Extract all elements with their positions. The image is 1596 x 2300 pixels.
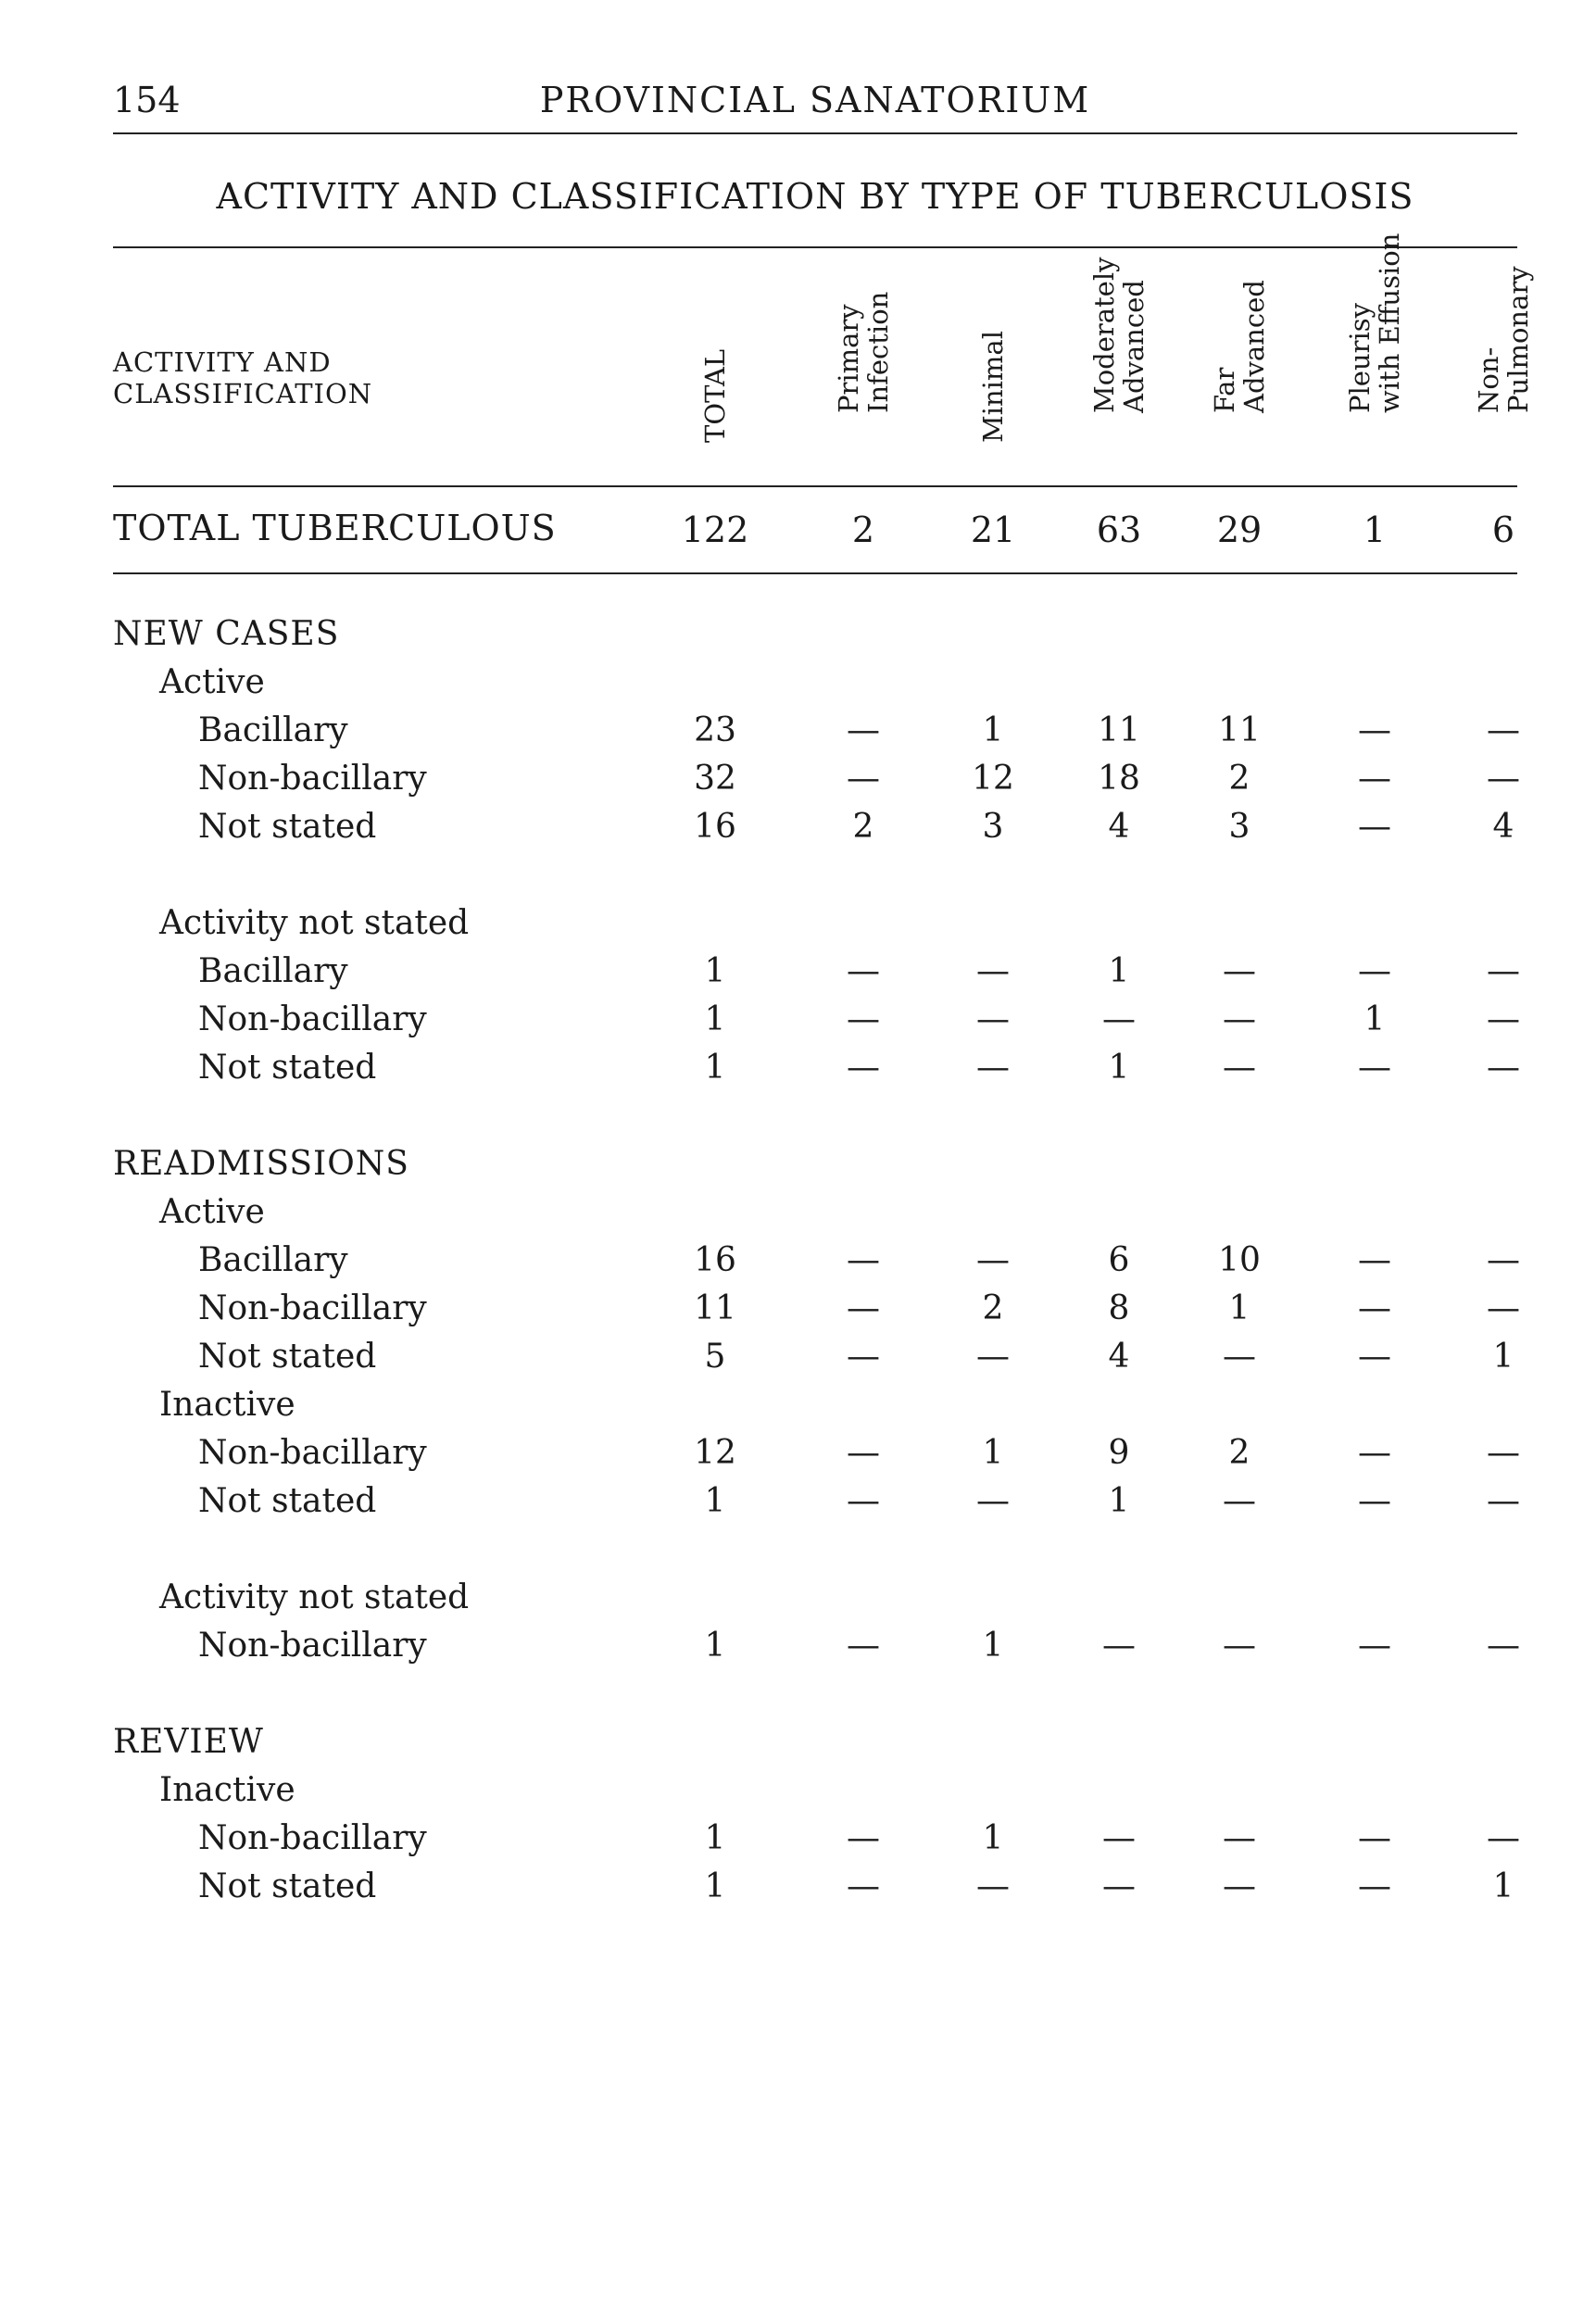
section-heading: READMISSIONS <box>113 1145 409 1183</box>
row-label: Non-bacillary <box>198 1434 427 1472</box>
column-header-line: Far <box>1209 367 1240 413</box>
table-cell: 1 <box>982 711 1004 749</box>
table-cell: — <box>976 1241 1010 1279</box>
row-label: Not stated <box>198 1482 377 1520</box>
table-cell: — <box>847 1434 880 1472</box>
stub-header <box>113 346 372 409</box>
table-cell: — <box>1358 1338 1391 1376</box>
table-cell: 8 <box>1108 1289 1130 1327</box>
row-label: Non-bacillary <box>198 1000 427 1038</box>
row-label: Bacillary <box>198 952 348 990</box>
header-bottom-rule <box>113 485 1517 487</box>
row-label: Non-bacillary <box>198 760 427 798</box>
table-cell: — <box>1223 1049 1256 1087</box>
table-top-rule <box>113 246 1517 248</box>
table-cell: 2 <box>852 808 874 846</box>
total-cell: 29 <box>1216 509 1263 550</box>
table-cell: — <box>847 760 880 798</box>
table-cell: — <box>847 1338 880 1376</box>
row-label: Bacillary <box>198 711 348 749</box>
subsection-heading: Inactive <box>159 1771 295 1809</box>
total-row-label: TOTAL TUBERCULOUS <box>113 508 557 548</box>
table-cell: — <box>1358 1627 1391 1665</box>
table-cell: — <box>976 1000 1010 1038</box>
total-cell: 6 <box>1491 509 1515 550</box>
page-header <box>113 80 1517 128</box>
header-rule <box>113 132 1517 134</box>
total-row <box>113 508 1517 550</box>
table-cell: 2 <box>1228 1434 1250 1472</box>
table-cell: — <box>1102 1867 1136 1905</box>
table-cell: — <box>1487 1000 1520 1038</box>
table-cell: — <box>976 1049 1010 1087</box>
table-cell: — <box>1358 711 1391 749</box>
stub-header-line: ACTIVITY AND <box>113 346 332 378</box>
table-cell: 2 <box>982 1289 1004 1327</box>
table-cell: — <box>1358 1819 1391 1857</box>
table-cell: 32 <box>694 760 736 798</box>
table-cell: — <box>847 952 880 990</box>
table-cell: — <box>847 1819 880 1857</box>
column-header-text <box>700 349 730 443</box>
table-cell: — <box>976 1867 1010 1905</box>
table-cell: 1 <box>1108 1049 1130 1087</box>
subsection-heading: Inactive <box>159 1386 295 1424</box>
column-header-text <box>1474 266 1533 413</box>
table-cell: — <box>847 1241 880 1279</box>
row-label: Not stated <box>198 1049 377 1087</box>
table-cell: 4 <box>1108 808 1130 846</box>
table-cell: — <box>1102 1000 1136 1038</box>
running-title: PROVINCIAL SANATORIUM <box>539 80 1091 120</box>
subsection-heading: Activity not stated <box>159 904 470 942</box>
table-cell: — <box>847 1000 880 1038</box>
table-cell: 1 <box>704 1482 726 1520</box>
table-cell: 10 <box>1218 1241 1261 1279</box>
row-label: Not stated <box>198 1867 377 1905</box>
section-heading: NEW CASES <box>113 615 340 653</box>
table-cell: — <box>1223 1482 1256 1520</box>
row-label: Bacillary <box>198 1241 348 1279</box>
table-cell: 3 <box>982 808 1004 846</box>
table-cell: 3 <box>1228 808 1250 846</box>
table-cell: — <box>1223 1627 1256 1665</box>
subsection-heading: Active <box>159 1193 265 1231</box>
table-cell: — <box>1358 1434 1391 1472</box>
stub-header-line: CLASSIFICATION <box>113 378 373 409</box>
table-cell: — <box>1487 1819 1520 1857</box>
table-title: ACTIVITY AND CLASSIFICATION BY TYPE OF TUBERCULOSIS <box>216 176 1414 217</box>
table-cell: 1 <box>704 1049 726 1087</box>
table-cell: — <box>1487 1049 1520 1087</box>
table-cell: 18 <box>1098 760 1140 798</box>
column-header-line: Minimal <box>977 331 1009 443</box>
table-cell: — <box>1223 1000 1256 1038</box>
table-cell: 1 <box>704 1627 726 1665</box>
subsection-heading: Activity not stated <box>159 1578 470 1616</box>
table-cell: 1 <box>704 1000 726 1038</box>
table-cell: 1 <box>1492 1867 1514 1905</box>
column-header-line: Non- <box>1473 346 1504 413</box>
column-header-text <box>1089 257 1149 413</box>
total-cell: 63 <box>1096 509 1142 550</box>
table-cell: — <box>1358 1049 1391 1087</box>
row-label: Non-bacillary <box>198 1289 427 1327</box>
column-header-text <box>1210 280 1269 413</box>
total-cell: 122 <box>681 509 749 550</box>
table-cell: 12 <box>694 1434 736 1472</box>
total-cell: 21 <box>970 509 1016 550</box>
column-header-line: Advanced <box>1118 280 1150 413</box>
table-cell: 16 <box>694 1241 736 1279</box>
table-cell: 12 <box>972 760 1014 798</box>
table-cell: — <box>1358 952 1391 990</box>
column-header-line: Moderately <box>1088 257 1120 413</box>
table-cell: 1 <box>704 952 726 990</box>
table-cell: — <box>1358 1867 1391 1905</box>
table-cell: 23 <box>694 711 736 749</box>
table-cell: — <box>1102 1627 1136 1665</box>
total-cell: 2 <box>851 509 875 550</box>
table-cell: — <box>1487 1482 1520 1520</box>
table-cell: — <box>1358 1482 1391 1520</box>
row-label: Non-bacillary <box>198 1627 427 1665</box>
total-cell: 1 <box>1363 509 1387 550</box>
table-cell: 1 <box>982 1627 1004 1665</box>
column-header-line: Pleurisy <box>1344 302 1376 413</box>
column-header-line: Primary <box>833 304 864 413</box>
page-number: 154 <box>113 80 181 120</box>
table-cell: 4 <box>1108 1338 1130 1376</box>
row-label: Not stated <box>198 1338 377 1376</box>
table-cell: — <box>976 952 1010 990</box>
table-cell: 4 <box>1492 808 1514 846</box>
column-header-text <box>1345 233 1404 413</box>
table-cell: — <box>1487 1241 1520 1279</box>
column-header-text <box>834 292 893 413</box>
column-header <box>817 278 910 472</box>
row-label: Not stated <box>198 808 377 846</box>
table-cell: — <box>847 1627 880 1665</box>
table-cell: — <box>976 1338 1010 1376</box>
table-cell: — <box>1102 1819 1136 1857</box>
table-cell: — <box>847 1482 880 1520</box>
table-cell: 2 <box>1228 760 1250 798</box>
column-header <box>1328 233 1421 472</box>
table-cell: 1 <box>1364 1000 1386 1038</box>
table-cell: — <box>1223 1338 1256 1376</box>
table-cell: — <box>1487 1434 1520 1472</box>
table-cell: — <box>976 1482 1010 1520</box>
table-cell: — <box>1358 1289 1391 1327</box>
subsection-heading: Active <box>159 663 265 701</box>
column-header-text <box>978 331 1008 443</box>
table-cell: — <box>847 711 880 749</box>
column-header-line: Infection <box>862 291 894 413</box>
table-cell: 11 <box>1098 711 1140 749</box>
table-cell: — <box>847 1867 880 1905</box>
table-cell: 1 <box>704 1819 726 1857</box>
table-cell: 1 <box>704 1867 726 1905</box>
table-cell: 1 <box>1492 1338 1514 1376</box>
column-header <box>947 278 1039 472</box>
column-header <box>1073 257 1165 472</box>
column-header <box>1193 278 1286 472</box>
table-cell: 1 <box>982 1819 1004 1857</box>
row-label: Non-bacillary <box>198 1819 427 1857</box>
column-header-line: Pulmonary <box>1502 266 1534 413</box>
table-cell: — <box>1223 1867 1256 1905</box>
table-cell: 9 <box>1108 1434 1130 1472</box>
table-cell: 5 <box>704 1338 726 1376</box>
table-cell: — <box>1487 711 1520 749</box>
table-cell: 16 <box>694 808 736 846</box>
table-cell: — <box>847 1049 880 1087</box>
table-cell: — <box>1223 952 1256 990</box>
table-cell: — <box>1487 952 1520 990</box>
table-cell: — <box>1358 1241 1391 1279</box>
table-cell: 1 <box>982 1434 1004 1472</box>
total-bottom-rule <box>113 572 1517 574</box>
table-cell: — <box>1358 760 1391 798</box>
table-cell: 1 <box>1228 1289 1250 1327</box>
table-cell: 1 <box>1108 1482 1130 1520</box>
table-cell: 6 <box>1108 1241 1130 1279</box>
table-cell: 11 <box>1218 711 1261 749</box>
table-cell: — <box>1487 760 1520 798</box>
table-cell: — <box>847 1289 880 1327</box>
column-header-line: with Effusion <box>1374 233 1405 413</box>
column-header <box>669 278 761 472</box>
section-heading: REVIEW <box>113 1723 264 1761</box>
table-cell: — <box>1487 1627 1520 1665</box>
column-header-line: Advanced <box>1238 280 1270 413</box>
table-cell: — <box>1487 1289 1520 1327</box>
table-cell: — <box>1358 808 1391 846</box>
column-header-line: TOTAL <box>699 348 731 443</box>
table-cell: — <box>1223 1819 1256 1857</box>
table-cell: 11 <box>694 1289 736 1327</box>
column-header <box>1457 266 1550 472</box>
table-cell: 1 <box>1108 952 1130 990</box>
